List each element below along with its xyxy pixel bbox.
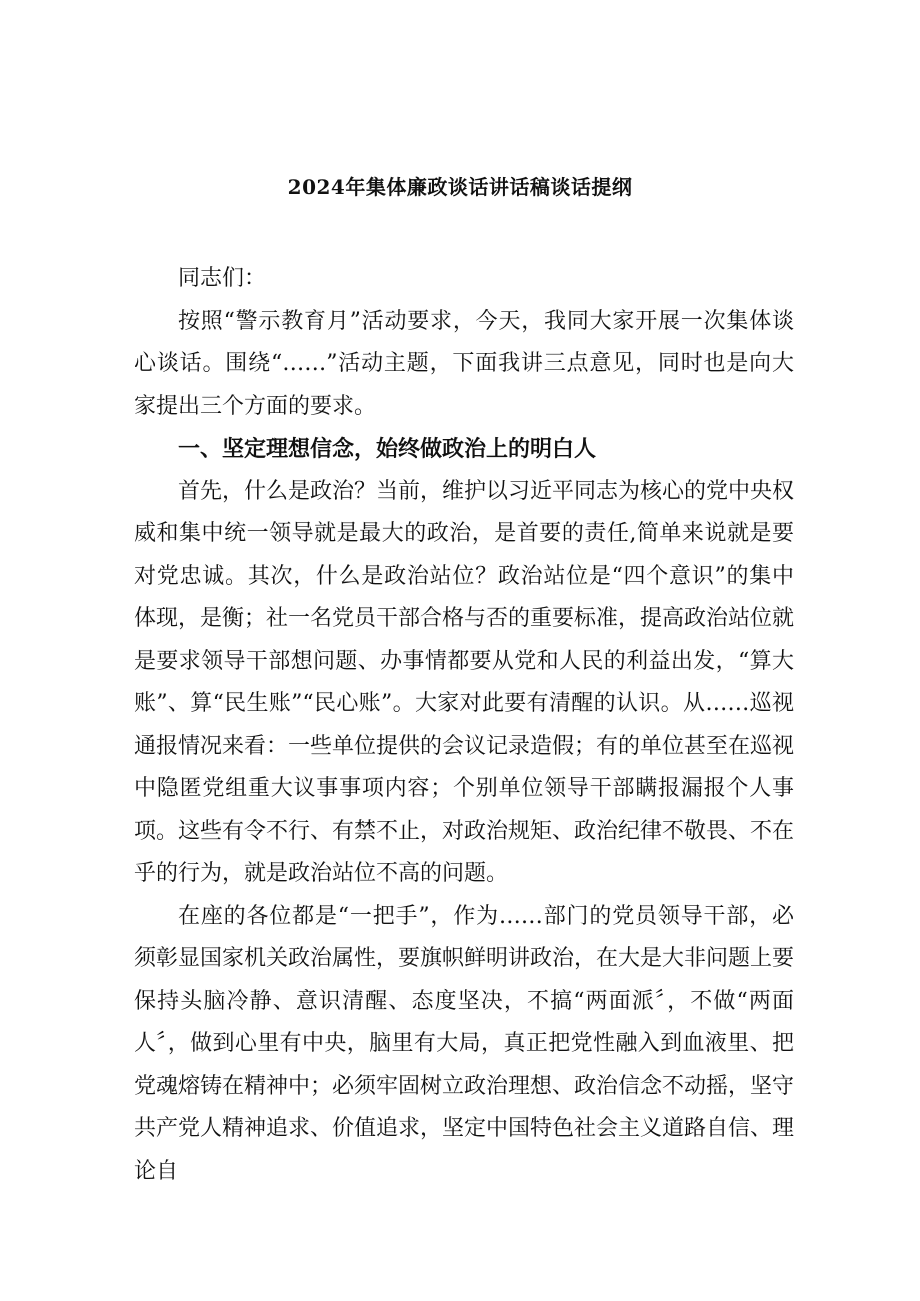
- section-heading-1: 一、坚定理想信念，始终做政治上的明白人: [178, 436, 597, 462]
- document-title: 2024年集体廉政谈话讲话稿谈话提纲: [287, 175, 633, 199]
- paragraph-political-stance: 首先，什么是政治？当前，维护以习近平同志为核心的党中央权威和集中统一领导就是最大的政治，是首要的责任,简单来说就是要对党忠诚。其次，什么是政治站位？政治站位是“四个意识”的集中体现，是衡；社一名党员干部合格与否的重要标准，提高政治站位就是要求领导干部想问题、办事情都要从党和人民的利益出发，“算大账”、算“民生账”“民心账”。大家对此要有清醒的认识。从……巡视通报情况来看：一些单位提供的会议记录造假；有的单位甚至在巡视中隐匿党组重大议事事项内容；个别单位领导干部瞒报漏报个人事项。这些有令不行、有禁不止，对政治规矩、政治纪律不敬畏、不在乎的行为，就是政治站位不高的问题。: [134, 478, 795, 886]
- document-body: [134, 258, 794, 1193]
- salutation: 同志们：: [178, 266, 267, 291]
- paragraph-intro: 按照“警示教育月”活动要求，今天，我同大家开展一次集体谈心谈话。围绕“……”活动主题，下面我讲三点意见，同时也是向大家提出三个方面的要求。: [134, 308, 794, 419]
- paragraph-leaders: 在座的各位都是“一把手”，作为……部门的党员领导干部，必须彰显国家机关政治属性，要旗帜鲜明讲政治，在大是大非问题上要保持头脑冷静、意识清醒、态度坚决，不搞“两面派〞，不做“两面人〞，做到心里有中央，脑里有大局，真正把党性融入到血液里、把党魂熔铸在精神中；必须牢固树立政治理想、政治信念不动摇，坚守共产党人精神追求、价值追求，坚定中国特色社会主义道路自信、理论自: [134, 903, 795, 1184]
